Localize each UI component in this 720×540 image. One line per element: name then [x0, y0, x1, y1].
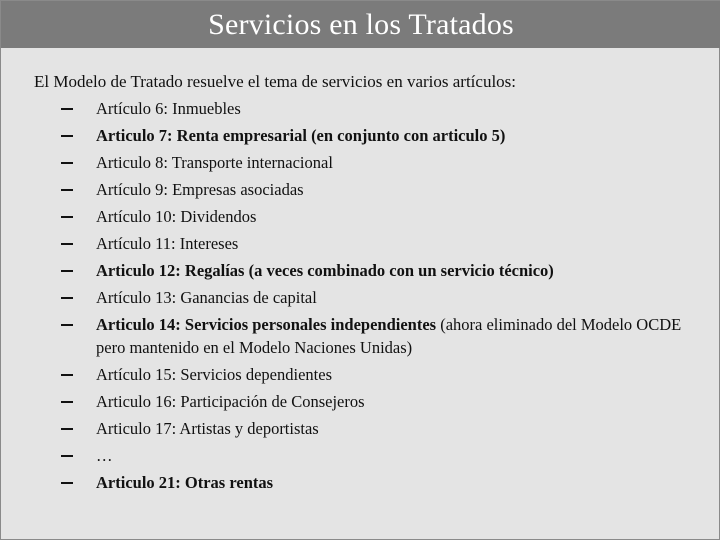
list-item — [61, 313, 711, 359]
item-bold-text: Articulo 14: Servicios personales independientes — [96, 315, 437, 334]
item-text: Artículo 11: Intereses — [96, 234, 239, 253]
list-item — [61, 259, 711, 282]
list-item — [61, 444, 711, 467]
list-item — [61, 471, 711, 494]
item-text: Artículo 10: Dividendos — [96, 207, 257, 226]
item-text: Artículo 13: Ganancias de capital — [96, 288, 317, 307]
article-list — [61, 97, 711, 498]
item-bold-text: Articulo 7: Renta empresarial (en conjunto con articulo 5) — [96, 126, 506, 145]
list-item — [61, 286, 711, 309]
title-bar — [1, 1, 720, 48]
item-text: Articulo 17: Artistas y deportistas — [96, 419, 319, 438]
item-text: … — [96, 446, 113, 465]
item-text: Articulo 8: Transporte internacional — [96, 153, 333, 172]
item-text: Artículo 15: Servicios dependientes — [96, 365, 332, 384]
item-bold-text: Articulo 12: Regalías (a veces combinado con un servicio técnico) — [96, 261, 554, 280]
list-item — [61, 97, 711, 120]
list-item — [61, 205, 711, 228]
list-item — [61, 151, 711, 174]
list-item — [61, 417, 711, 440]
list-item — [61, 124, 711, 147]
item-text: Artículo 6: Inmuebles — [96, 99, 241, 118]
list-item — [61, 232, 711, 255]
item-text: (ahora eliminado del Modelo OCDE pero mantenido en el Modelo Naciones Unidas) — [96, 315, 682, 357]
list-item — [61, 390, 711, 413]
item-text: Artículo 9: Empresas asociadas — [96, 180, 304, 199]
list-item — [61, 363, 711, 386]
item-bold-text: Articulo 21: Otras rentas — [96, 473, 274, 492]
intro-text: El Modelo de Tratado resuelve el tema de servicios en varios artículos: — [34, 72, 517, 91]
list-item — [61, 178, 711, 201]
item-text: Articulo 16: Participación de Consejeros — [96, 392, 365, 411]
slide-title: Servicios en los Tratados — [208, 7, 514, 41]
